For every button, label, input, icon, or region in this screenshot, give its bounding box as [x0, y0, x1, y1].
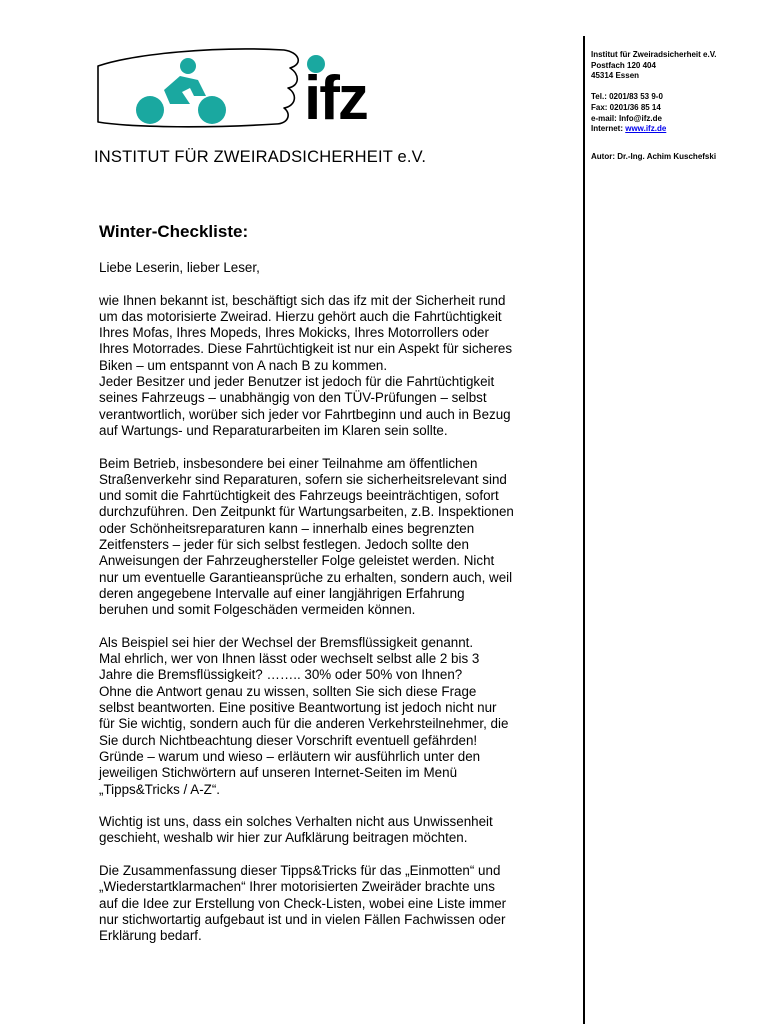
author-line: Autor: Dr.-Ing. Achim Kuschefski [591, 151, 717, 161]
internet-label: Internet: [591, 124, 626, 134]
fax-line: Fax: 0201/36 85 14 [591, 102, 661, 112]
internet-line [591, 124, 761, 135]
sidebar-contact-info [591, 50, 761, 162]
vertical-divider [583, 36, 585, 1024]
email-line: e-mail: Info@ifz.de [591, 113, 662, 123]
phone-line: Tel.: 0201/83 53 9-0 [591, 92, 663, 102]
ifz-logo [94, 44, 427, 168]
document-body [99, 222, 551, 961]
address-line: Postfach 120 404 [591, 60, 656, 70]
ifz-wordmark: ifz [304, 64, 367, 133]
paragraph: Wichtig ist uns, dass ein solches Verhalten nicht aus Unwissenheit geschieht, weshalb wir hier zur Aufklärung beitragen möchten. [99, 814, 493, 846]
paragraph: Beim Betrieb, insbesondere bei einer Teilnahme am öffentlichen Straßenverkehr sind Reparaturen, sofern sie sicherheitsrelevant sind und somit die Fahrtüchtigkeit des Fahrzeugs beeinträchtigen, sofort durchzuführen. Den Zeitpunkt für Wartungsarbeiten, z.B. Inspektionen oder Schönheitsreparaturen kann – innerhalb eines begrenzten Zeitfensters – jeder für sich selbst festlegen. Jedoch sollte den Anweisungen der Fahrzeughersteller Folge geleistet werden. Nicht nur um eventuelle Garantieansprüche zu erhalten, sondern auch, weil deren angegebene Intervalle auf einer langjährigen Erfahrung beruhen und somit Folgeschäden vermeiden können. [99, 455, 514, 618]
paragraph: Als Beispiel sei hier der Wechsel der Bremsflüssigkeit genannt. Mal ehrlich, wer von Ihnen lässt oder wechselt selbst alle 2 bis 3 Jahre die Bremsflüssigkeit? …….. 30% oder 50% von Ihnen? Ohne die Antwort genau zu wissen, sollten Sie sich diese Frage selbst beantworten. Eine positive Beantwortung ist jedoch nicht nur für Sie wichtig, sondern auch für die anderen Verkehrsteilnehmer, die Sie durch Nichtbeachtung dieser Vorschrift eventuell gefährden! Gründe – warum und wieso – erläutern wir ausführlich unter den jeweiligen Stichwörtern auf unseren Internet-Seiten im Menü „Tipps&Tricks / A-Z“. [99, 634, 509, 797]
paragraph: Die Zusammenfassung dieser Tipps&Tricks für das „Einmotten“ und „Wiederstartklarmachen“ Ihrer motorisierten Zweiräder brachte uns auf die Idee zur Erstellung von Check-Listen, wobei eine Liste immer nur stichwortartig aufgebaut ist und in vielen Fällen Fachwissen oder Erklärung bedarf. [99, 862, 507, 944]
paragraph-greeting: Liebe Leserin, lieber Leser, [99, 260, 260, 275]
paragraph: wie Ihnen bekannt ist, beschäftigt sich das ifz mit der Sicherheit rund um das motorisierte Zweirad. Hierzu gehört auch die Fahrtüchtigkeit Ihres Mofas, Ihres Mopeds, Ihres Mokicks, Ihres Motorrollers oder Ihres Motorrades. Diese Fahrtüchtigkeit ist nur ein Aspekt für sicheres Biken – um entspannt von A nach B zu kommen. Jeder Besitzer und jeder Benutzer ist jedoch für die Fahrtüchtigkeit seines Fahrzeugs – unabhängig von den TÜV-Prüfungen – selbst verantwortlich, worüber sich jeder vor Fahrtbeginn und auch in Bezug auf Wartungs- und Reparaturarbeiten im Klaren sein sollte. [99, 292, 513, 438]
address-line: Institut für Zweiradsicherheit e.V. [591, 50, 717, 59]
document-title: Winter-Checkliste: [99, 222, 249, 241]
address-line: 45314 Essen [591, 71, 640, 81]
institute-name: INSTITUT FÜR ZWEIRADSICHERHEIT e.V. [94, 148, 427, 166]
website-link[interactable]: www.ifz.de [625, 124, 667, 134]
